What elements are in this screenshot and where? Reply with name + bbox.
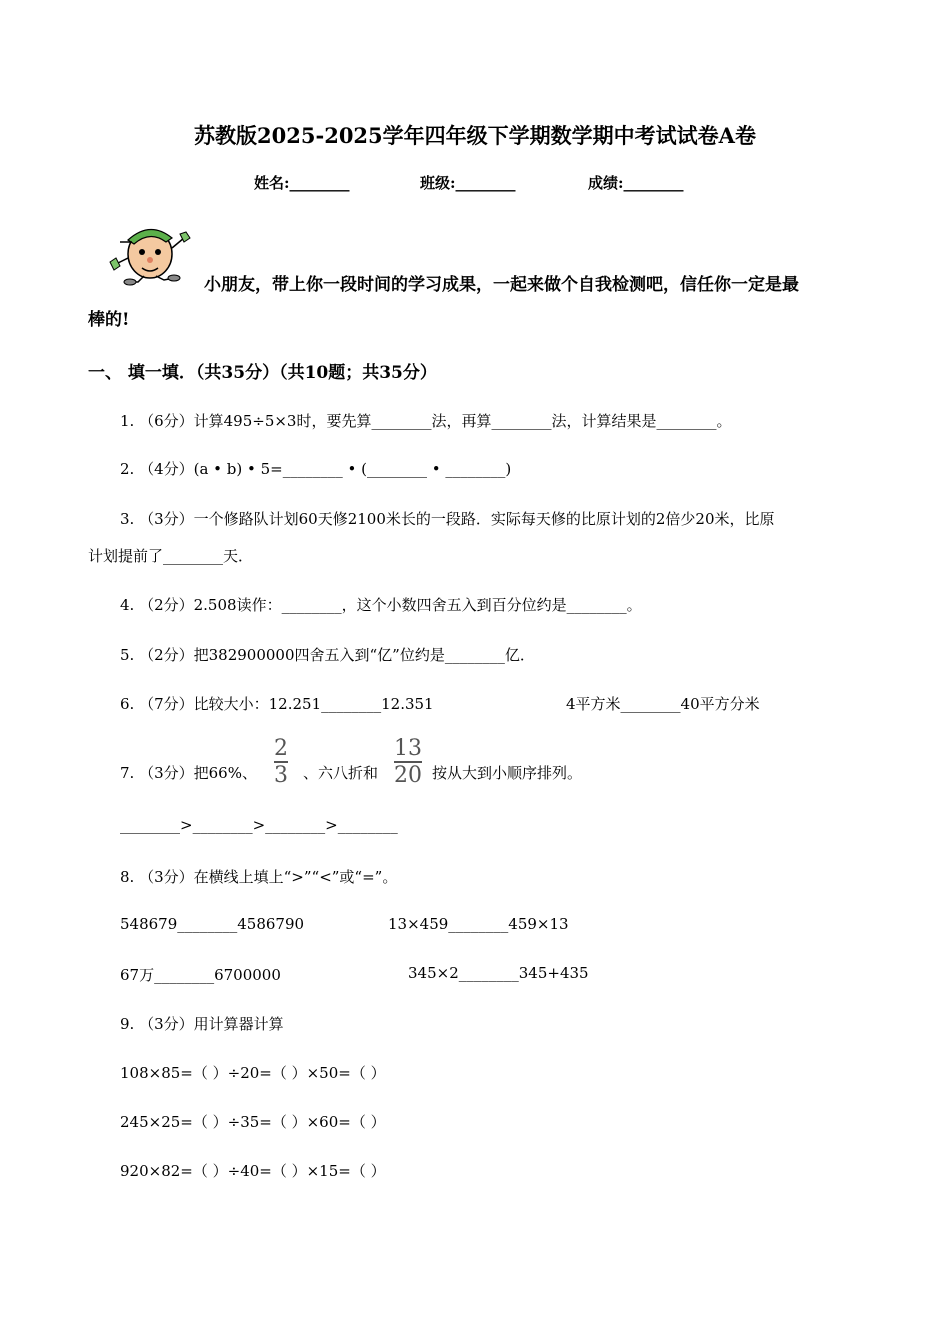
- question-9: 9. （3分）用计算器计算: [120, 1015, 284, 1033]
- question-3-line-2: 计划提前了________天．: [88, 547, 254, 565]
- fraction-denominator: 20: [394, 763, 422, 788]
- question-6-right: 4平方米________40平方分米: [566, 695, 760, 713]
- question-3-line-1: 3. （3分）一个修路队计划60天修2100米长的一段路．实际每天修的比原计划的2倍少20米，比原: [120, 510, 775, 528]
- question-7-prefix: 7. （3分）把66%、: [120, 764, 257, 782]
- section-1-heading: 一、 填一填．（共35分）（共10题；共35分）: [88, 363, 437, 383]
- fraction-numerator: 2: [274, 736, 288, 761]
- question-9-row-2: 245×25=（ ）÷35=（ ）×60=（ ）: [120, 1113, 386, 1131]
- fraction-two-thirds: [274, 738, 288, 787]
- question-2: 2. （4分）(a • b) • 5=________ • (________ • ________): [120, 460, 512, 478]
- question-8: 8. （3分）在横线上填上“>”“<”或“=”。: [120, 868, 398, 886]
- question-9-row-3: 920×82=（ ）÷40=（ ）×15=（ ）: [120, 1162, 386, 1180]
- fraction-thirteen-twentieths: [394, 738, 422, 787]
- question-7-blanks: ________>________>________>________: [120, 816, 398, 834]
- question-6-left: 6. （7分）比较大小：12.251________12.351: [120, 695, 434, 713]
- question-8-row-1-right: 13×459________459×13: [388, 915, 569, 933]
- question-7-middle: 、六八折和: [303, 764, 379, 782]
- page-title: 苏教版2025-2025学年四年级下学期数学期中考试试卷A卷: [194, 123, 756, 148]
- question-9-row-1: 108×85=（ ）÷20=（ ）×50=（ ）: [120, 1064, 386, 1082]
- question-8-row-2-left: 67万________6700000: [120, 966, 281, 984]
- fraction-denominator: 3: [274, 763, 288, 788]
- question-5: 5. （2分）把382900000四舍五入到“亿”位约是________亿．: [120, 646, 535, 664]
- question-8-row-1-left: 548679________4586790: [120, 915, 305, 933]
- name-field-label: 姓名:________: [254, 174, 350, 192]
- question-7-suffix: 按从大到小顺序排列。: [432, 764, 583, 782]
- question-4: 4. （2分）2.508读作：________，这个小数四舍五入到百分位约是________。: [120, 596, 642, 614]
- question-8-row-2-right: 345×2________345+435: [408, 964, 589, 982]
- class-field-label: 班级:________: [420, 174, 516, 192]
- mascot-illustration: [104, 218, 194, 286]
- intro-line-1: 小朋友，带上你一段时间的学习成果，一起来做个自我检测吧，信任你一定是最: [204, 275, 799, 295]
- intro-line-2: 棒的!: [88, 310, 130, 330]
- fraction-numerator: 13: [394, 736, 422, 761]
- question-1: 1. （6分）计算495÷5×3时，要先算________法，再算________法，计算结果是________。: [120, 412, 732, 430]
- score-field-label: 成绩:________: [588, 174, 684, 192]
